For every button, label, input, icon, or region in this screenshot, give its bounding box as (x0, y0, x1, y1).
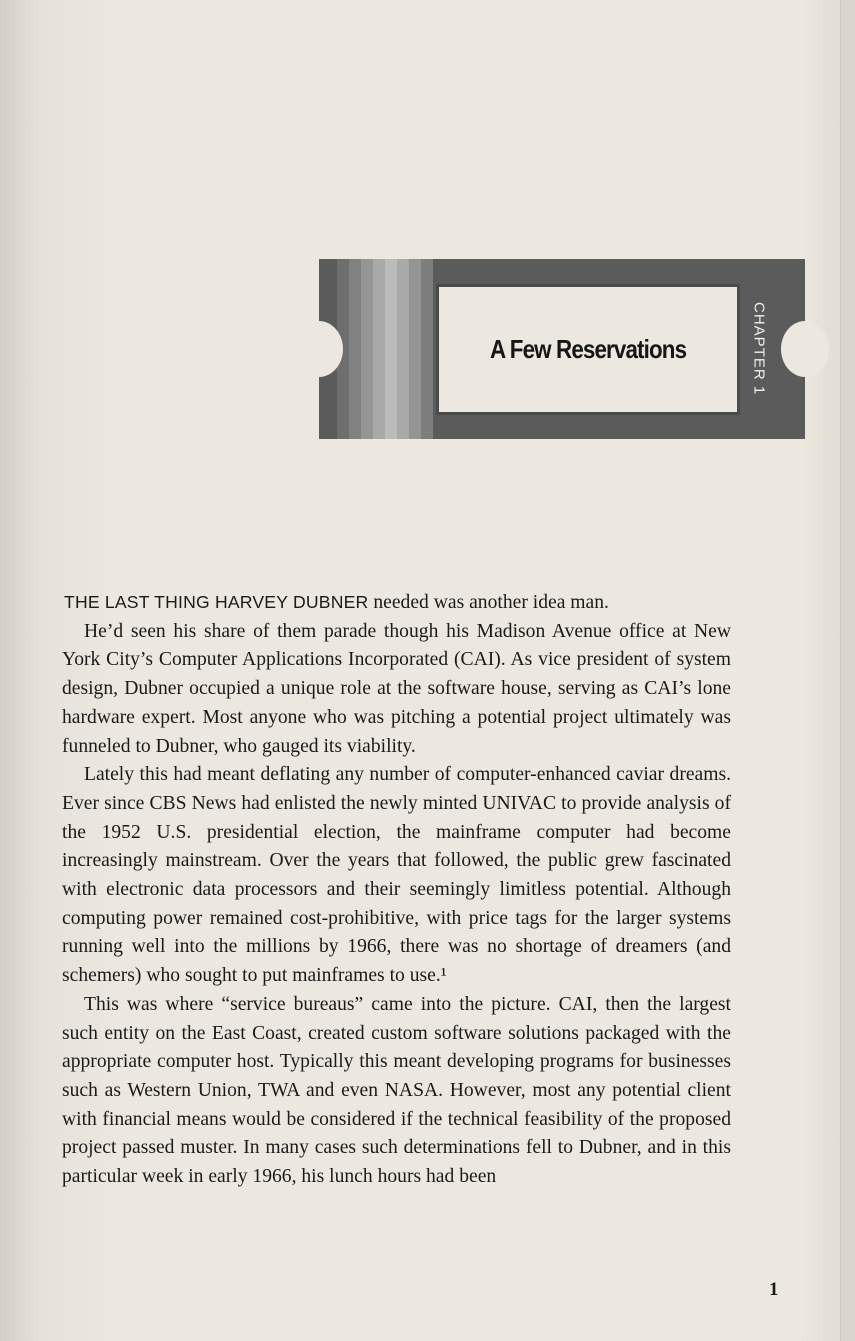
opening-line (62, 588, 731, 618)
banner-stripe (349, 259, 361, 439)
ticket-notch-right (781, 321, 829, 377)
chapter-label-container (741, 279, 777, 419)
banner-stripe (409, 259, 421, 439)
paragraph: This was where “service bureaus” came into the picture. CAI, then the largest such entity on the East Coast, created custom software solutions packaged with the appropriate computer host. Typically this meant developing programs for businesses such as Western Union, TWA and even NASA. However, most any potential client with financial means would be considered if the technical feasibility of the proposed project passed muster. In many cases such determinations fell to Dubner, and in this particular week in early 1966, his lunch hours had been (62, 993, 731, 1188)
chapter-title-box (436, 284, 740, 415)
chapter-title: A Few Reservations (489, 334, 687, 364)
chapter-label: CHAPTER 1 (750, 302, 768, 396)
banner-stripe (361, 259, 373, 439)
chapter-banner (319, 259, 805, 439)
opening-smallcaps: THE LAST THING HARVEY DUBNER (64, 592, 369, 612)
paragraph: He’d seen his share of them parade though his Madison Avenue office at New York City’s Computer Applications Incorporated (CAI). As vice president of system design, Dubner occupied a unique role at the software house, serving as CAI’s lone hardware expert. Most anyone who was pitching a potential project ultimately was funneled to Dubner, who gauged its viability. (62, 620, 731, 757)
page-edge (840, 0, 855, 1341)
banner-stripe (385, 259, 397, 439)
ticket-notch-left (295, 321, 343, 377)
banner-stripe (397, 259, 409, 439)
page-number: 1 (769, 1279, 779, 1300)
banner-stripe (373, 259, 385, 439)
banner-stripe (421, 259, 433, 439)
paragraph: Lately this had meant deflating any number of computer-enhanced caviar dreams. Ever since CBS News had enlisted the newly minted UNIVAC to provide analysis of the 1952 U.S. presidential election, the mainframe computer had become increasingly mainstream. Over the years that followed, the public grew fascinated with electronic data processors and their seemingly limitless potential. Although computing power remained cost-prohibitive, with price tags for the larger systems running well into the millions by 1966, there was no shortage of dreamers (and schemers) who sought to put mainframes to use.¹ (62, 764, 731, 987)
opening-rest: needed was another idea man. (368, 592, 609, 613)
chapter-body (62, 588, 731, 1192)
